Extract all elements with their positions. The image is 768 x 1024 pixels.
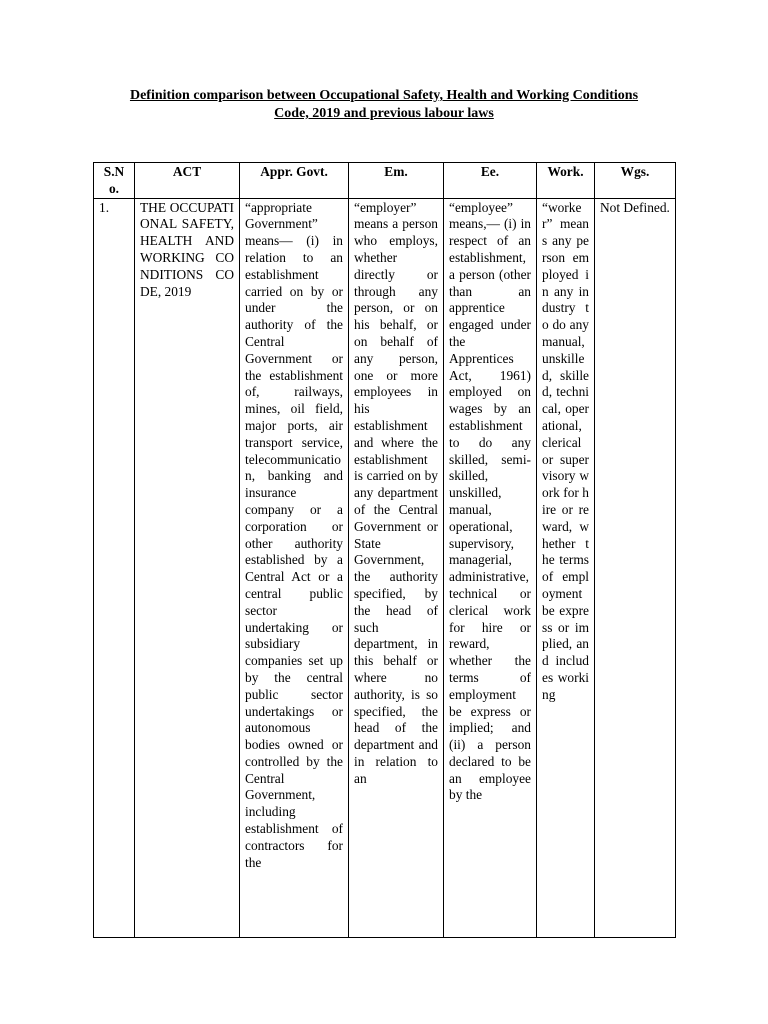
cell-employee: “employee” means,— (i) in respect of an establishment, a person (other than an apprentice engaged under the Apprentices Act, 1961) employed on wages by an establishment to do any skilled, semi-skilled, unskilled, manual, operational, supervisory, managerial, administrative, technical or clerical work for hire or reward, whether the terms of employment be express or implied; and (ii) a person declared to be an employee by the [444, 198, 537, 937]
document-title [96, 87, 672, 123]
header-sno: S.No. [94, 163, 135, 199]
definition-comparison-table [93, 162, 676, 938]
title-line-2: Code, 2019 and previous labour laws [274, 106, 494, 121]
header-act: ACT [135, 163, 240, 199]
table-row [94, 198, 676, 937]
cell-worker: “worker” means any person employed in any industry to do any manual, unskilled, skilled, technical, operational, clerical or supervisory work for hire or reward, whether the terms of employment be express or implied, and includes working [537, 198, 595, 937]
cell-appropriate-government: “appropriate Government” means— (i) in relation to an establishment carried on by or under the authority of the Central Government or the establishment of, railways, mines, oil field, major ports, air transport service, telecommunication, banking and insurance company or a corporation or other authority established by a Central Act or a central public sector undertaking or subsidiary companies set up by the central public sector undertakings or autonomous bodies owned or controlled by the Central Government, including establishment of contractors for the [240, 198, 349, 937]
header-employee: Ee. [444, 163, 537, 199]
header-appropriate-government: Appr. Govt. [240, 163, 349, 199]
title-line-1: Definition comparison between Occupational Safety, Health and Working Conditions [129, 88, 639, 103]
cell-employer: “employer” means a person who employs, whether directly or through any person, or on his behalf, or on behalf of any person, one or more employees in his establishment and where the establishment is carried on by any department of the Central Government or State Government, the authority specified, by the head of such department, in this behalf or where no authority, is so specified, the head of the department and in relation to an [349, 198, 444, 937]
cell-act: THE OCCUPATIONAL SAFETY, HEALTH AND WORKING CONDITIONS CODE, 2019 [135, 198, 240, 937]
header-worker: Work. [537, 163, 595, 199]
cell-sno: 1. [94, 198, 135, 937]
table-header-row [94, 163, 676, 199]
header-wages: Wgs. [595, 163, 676, 199]
cell-wages: Not Defined. [595, 198, 676, 937]
header-employer: Em. [349, 163, 444, 199]
